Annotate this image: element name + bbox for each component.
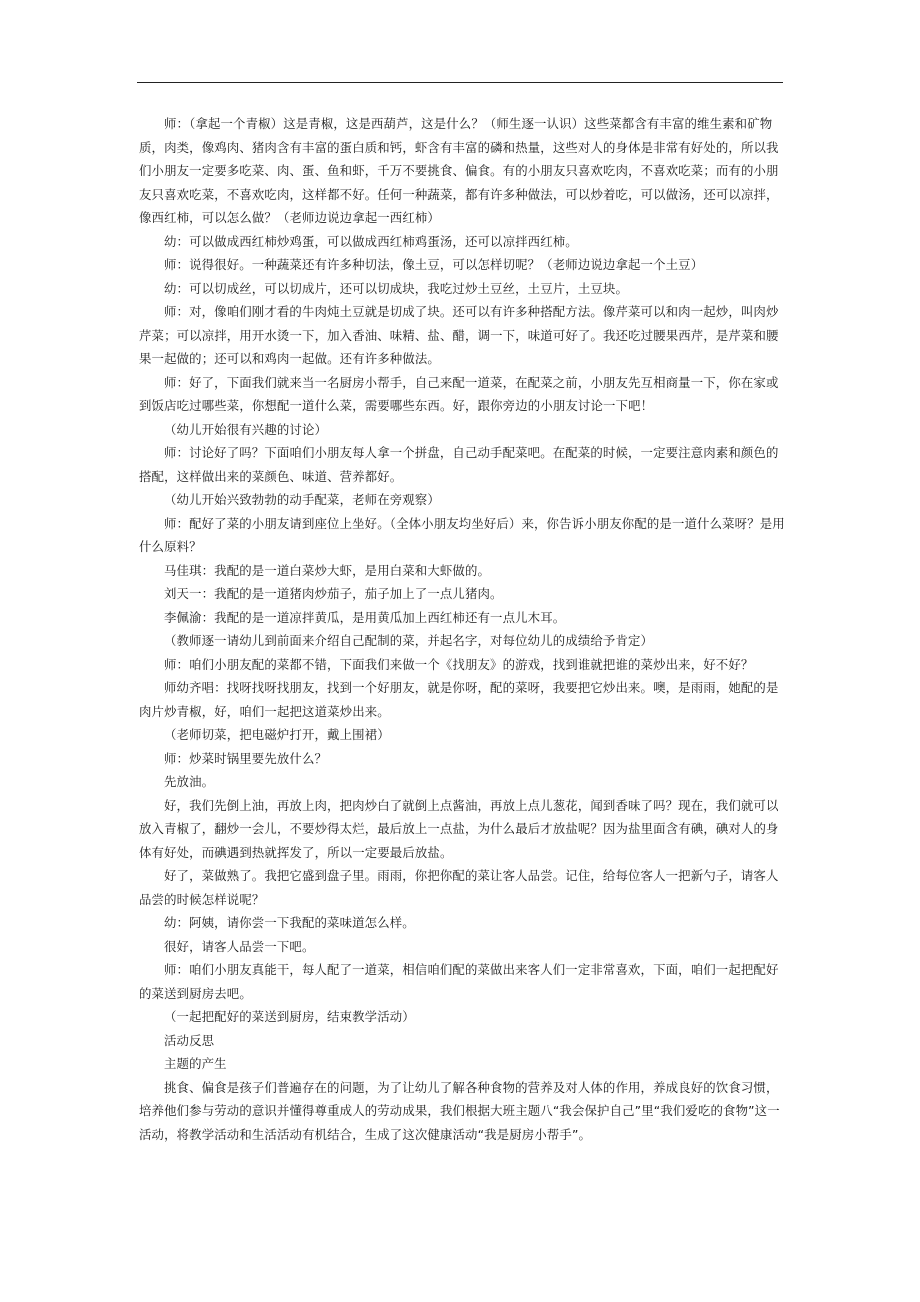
paragraph: （教师逐一请幼儿到前面来介绍自己配制的菜，并起名字，对每位幼儿的成绩给予肯定） — [164, 633, 654, 648]
section-heading: 活动反思 — [164, 1032, 215, 1048]
paragraph: 师：咱们小朋友真能干，每人配了一道菜，相信咱们配的菜做出来客人们一定非常喜欢，下面，咱们一起把配好的菜送到厨房去吧。 — [139, 962, 779, 1001]
paragraph: 师幼齐唱：找呀找呀找朋友，找到一个好朋友，就是你呀，配的菜呀，我要把它炒出来。噢，是雨雨，她配的是肉片炒青椒，好，咱们一起把这道菜炒出来。 — [139, 680, 779, 719]
paragraph: 师：讨论好了吗？下面咱们小朋友每人拿一个拼盘，自己动手配菜吧。在配菜的时候，一定要注意肉素和颜色的搭配，这样做出来的菜颜色、味道、营养都好。 — [139, 445, 779, 484]
paragraph: 好，我们先倒上油，再放上肉，把肉炒白了就倒上点酱油，再放上点儿葱花，闻到香味了吗？现在，我们就可以放入青椒了，翻炒一会儿，不要炒得太烂，最后放上一点盐，为什么最后才放盐呢？因为盐里面含有碘，碘对人的身体有好处，而碘遇到热就挥发了，所以一定要最后放盐。 — [139, 797, 779, 860]
paragraph: 刘天一：我配的是一道猪肉炒茄子，茄子加上了一点儿猪肉。 — [164, 586, 503, 601]
paragraph: 师：配好了菜的小朋友请到座位上坐好。（全体小朋友均坐好后）来，你告诉小朋友你配的是一道什么菜呀？是用什么原料？ — [139, 515, 785, 554]
paragraph: （一起把配好的菜送到厨房，结束教学活动） — [164, 1009, 415, 1024]
paragraph: 师：说得很好。一种蔬菜还有许多种切法，像土豆，可以怎样切呢？（老师边说边拿起一个土豆） — [164, 257, 704, 272]
paragraph: （幼儿开始兴致勃勃的动手配菜，老师在旁观察） — [164, 492, 440, 507]
paragraph: 很好，请客人品尝一下吧。 — [164, 938, 315, 954]
header-rule — [137, 82, 783, 83]
paragraph: 好了，菜做熟了。我把它盛到盘子里。雨雨，你把你配的菜让客人品尝。记住，给每位客人一把新勺子，请客人品尝的时候怎样说呢？ — [139, 868, 779, 907]
paragraph: 挑食、偏食是孩子们普遍存在的问题，为了让幼儿了解各种食物的营养及对人体的作用，养成良好的饮食习惯，培养他们参与劳动的意识并懂得尊重成人的劳动成果，我们根据大班主题八“我会保护自己”里“我们爱吃的食物”这一活动，将教学活动和生活活动有机结合，生成了这次健康活动“我是厨房小帮手”。 — [139, 1079, 780, 1142]
paragraph: 师：咱们小朋友配的菜都不错，下面我们来做一个《找朋友》的游戏，找到谁就把谁的菜炒出来，好不好？ — [164, 656, 754, 672]
paragraph: 先放油。 — [164, 774, 215, 789]
section-heading: 主题的产生 — [164, 1056, 227, 1071]
paragraph: （幼儿开始很有兴趣的讨论） — [164, 421, 328, 437]
paragraph: 师：炒菜时锅里要先放什么？ — [164, 750, 328, 766]
document-body — [139, 112, 785, 1146]
paragraph: 李佩渝：我配的是一道凉拌黄瓜，是用黄瓜加上西红柿还有一点儿木耳。 — [164, 609, 566, 625]
paragraph: 马佳琪：我配的是一道白菜炒大虾，是用白菜和大虾做的。 — [164, 562, 491, 578]
paragraph: 幼：可以切成丝，可以切成片，还可以切成块，我吃过炒土豆丝，土豆片，土豆块。 — [164, 280, 629, 296]
paragraph: （老师切菜，把电磁炉打开，戴上围裙） — [164, 727, 390, 742]
paragraph: 幼：可以做成西红柿炒鸡蛋，可以做成西红柿鸡蛋汤，还可以凉拌西红柿。 — [164, 233, 578, 249]
paragraph: 师：（拿起一个青椒）这是青椒，这是西葫芦，这是什么？（师生逐一认识）这些菜都含有丰富的维生素和矿物质，肉类，像鸡肉、猪肉含有丰富的蛋白质和钙，虾含有丰富的磷和热量，这些对人的身体是非常有好处的，所以我们小朋友一定要多吃菜、肉、蛋、鱼和虾，千万不要挑食、偏食。有的小朋友只喜欢吃肉，不喜欢吃菜；而有的小朋友只喜欢吃菜，不喜欢吃肉，这样都不好。任何一种蔬菜，都有许多种做法，可以炒着吃，可以做汤，还可以凉拌，像西红柿，可以怎么做？（老师边说边拿起一西红柿） — [139, 116, 779, 225]
paragraph: 幼：阿姨，请你尝一下我配的菜味道怎么样。 — [164, 915, 415, 930]
paragraph: 师：好了，下面我们就来当一名厨房小帮手，自己来配一道菜，在配菜之前，小朋友先互相商量一下，你在家或到饭店吃过哪些菜，你想配一道什么菜，需要哪些东西。好，跟你旁边的小朋友讨论一下吧！ — [139, 374, 779, 413]
paragraph: 师：对，像咱们刚才看的牛肉炖土豆就是切成了块。还可以有许多种搭配方法。像芹菜可以和肉一起炒，叫肉炒芹菜；可以凉拌，用开水烫一下，加入香油、味精、盐、醋，调一下，味道可好了。我还吃过腰果西芹，是芹菜和腰果一起做的；还可以和鸡肉一起做。还有许多种做法。 — [139, 304, 779, 366]
